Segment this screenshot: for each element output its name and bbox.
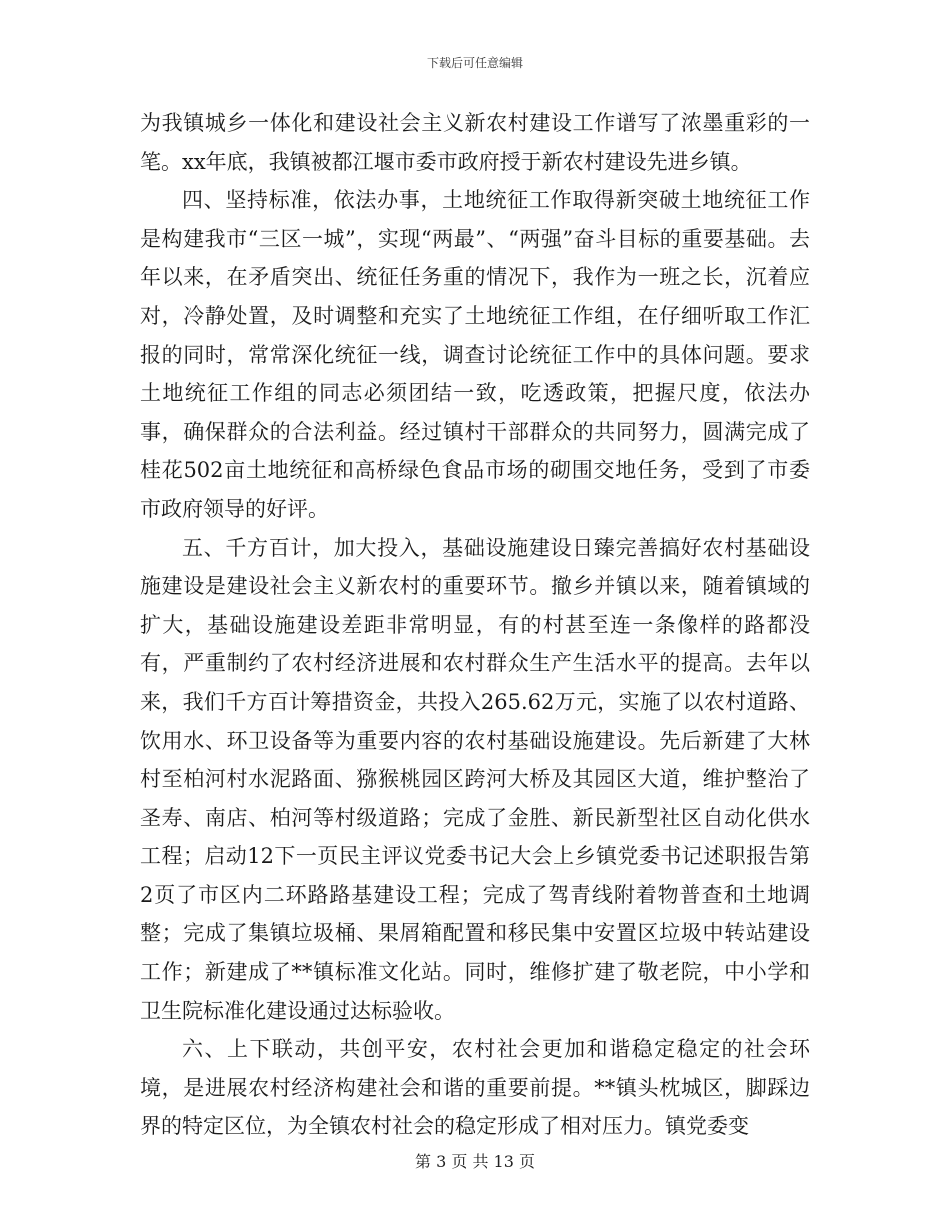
- paragraph-infrastructure: 五、千方百计，加大投入，基础设施建设日臻完善搞好农村基础设施建设是建设社会主义新农村的重要环节。撤乡并镇以来，随着镇域的扩大，基础设施建设差距非常明显，有的村甚至连一条像样的路都没有，严重制约了农村经济进展和农村群众生产生活水平的提高。去年以来，我们千方百计筹措资金，共投入265.62万元，实施了以农村道路、饮用水、环卫设备等为重要内容的农村基础设施建设。先后新建了大林村至柏河村水泥路面、猕猴桃园区跨河大桥及其园区大道，维护整治了圣寿、南店、柏河等村级道路；完成了金胜、新民新型社区自动化供水工程；启动12下一页民主评议党委书记大会上乡镇党委书记述职报告第2页了市区内二环路路基建设工程；完成了驾青线附着物普查和土地调整；完成了集镇垃圾桶、果屑箱配置和移民集中安置区垃圾中转站建设工作；新建成了**镇标准文化站。同时，维修扩建了敬老院，中小学和卫生院标准化建设通过达标验收。: [140, 535, 810, 1023]
- page-footer: 第 3 页 共 13 页: [415, 1152, 535, 1171]
- paragraph-social-stability: 六、上下联动，共创平安，农村社会更加和谐稳定稳定的社会环境，是进展农村经济构建社会和谐的重要前提。**镇头枕城区，脚踩边界的特定区位，为全镇农村社会的稳定形成了相对压力。镇党委变: [140, 1037, 810, 1139]
- document-body: [140, 104, 810, 1146]
- page-header: 下载后可任意编辑: [426, 56, 523, 70]
- paragraph-land-acquisition: 四、坚持标准，依法办事，土地统征工作取得新突破土地统征工作是构建我市“三区一城”，实现“两最”、“两强”奋斗目标的重要基础。去年以来，在矛盾突出、统征任务重的情况下，我作为一班之长，沉着应对，冷静处置，及时调整和充实了土地统征工作组，在仔细听取工作汇报的同时，常常深化统征一线，调查讨论统征工作中的具体问题。要求土地统征工作组的同志必须团结一致，吃透政策，把握尺度，依法办事，确保群众的合法利益。经过镇村干部群众的共同努力，圆满完成了桂花502亩土地统征和高桥绿色食品市场的砌围交地任务，受到了市委市政府领导的好评。: [140, 188, 810, 521]
- paragraph-continuation: 为我镇城乡一体化和建设社会主义新农村建设工作谱写了浓墨重彩的一笔。xx年底，我镇被都江堰市委市政府授于新农村建设先进乡镇。: [140, 111, 810, 174]
